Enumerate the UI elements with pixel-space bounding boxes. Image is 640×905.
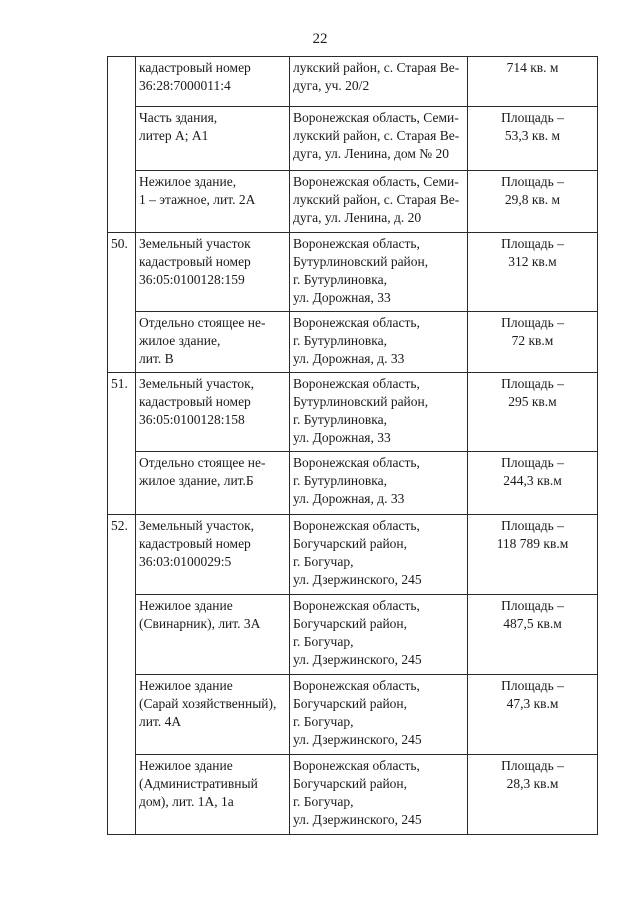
object-area: Площадь – 244,3 кв.м bbox=[468, 452, 598, 515]
table-row bbox=[108, 373, 598, 452]
table-row bbox=[108, 515, 598, 595]
object-address: Воронежская область, Семи- лукский район, с. Старая Ве- дуга, ул. Ленина, д. 20 bbox=[290, 171, 468, 233]
table-row bbox=[108, 171, 598, 233]
object-name: Часть здания, литер А; А1 bbox=[136, 107, 290, 171]
object-area: Площадь – 487,5 кв.м bbox=[468, 595, 598, 675]
table-row bbox=[108, 755, 598, 835]
object-area: 714 кв. м bbox=[468, 57, 598, 107]
item-number bbox=[108, 57, 136, 233]
object-name: Нежилое здание (Свинарник), лит. 3А bbox=[136, 595, 290, 675]
object-address: Воронежская область, Богучарский район, г. Богучар, ул. Дзержинского, 245 bbox=[290, 755, 468, 835]
object-address: Воронежская область, Богучарский район, г. Богучар, ул. Дзержинского, 245 bbox=[290, 595, 468, 675]
object-address: Воронежская область, г. Бутурлиновка, ул. Дорожная, д. 33 bbox=[290, 452, 468, 515]
object-area: Площадь – 53,3 кв. м bbox=[468, 107, 598, 171]
object-address: Воронежская область, Семи- лукский район, с. Старая Ве- дуга, ул. Ленина, дом № 20 bbox=[290, 107, 468, 171]
object-name: Нежилое здание (Административный дом), лит. 1А, 1а bbox=[136, 755, 290, 835]
object-name: Земельный участок, кадастровый номер 36:05:0100128:158 bbox=[136, 373, 290, 452]
object-area: Площадь – 295 кв.м bbox=[468, 373, 598, 452]
table-row bbox=[108, 233, 598, 312]
page-number: 22 bbox=[312, 31, 328, 47]
object-name: Отдельно стоящее не- жилое здание, лит. В bbox=[136, 312, 290, 373]
object-area: Площадь – 47,3 кв.м bbox=[468, 675, 598, 755]
item-number: 50. bbox=[108, 233, 136, 373]
object-name: кадастровый номер 36:28:7000011:4 bbox=[136, 57, 290, 107]
object-area: Площадь – 28,3 кв.м bbox=[468, 755, 598, 835]
table-row bbox=[108, 452, 598, 515]
object-address: лукский район, с. Старая Ве- дуга, уч. 20/2 bbox=[290, 57, 468, 107]
object-name: Земельный участок, кадастровый номер 36:03:0100029:5 bbox=[136, 515, 290, 595]
object-name: Земельный участок кадастровый номер 36:05:0100128:159 bbox=[136, 233, 290, 312]
item-number: 52. bbox=[108, 515, 136, 835]
object-name: Нежилое здание, 1 – этажное, лит. 2А bbox=[136, 171, 290, 233]
object-area: Площадь – 312 кв.м bbox=[468, 233, 598, 312]
object-area: Площадь – 72 кв.м bbox=[468, 312, 598, 373]
table-row bbox=[108, 57, 598, 107]
object-address: Воронежская область, Бутурлиновский район, г. Бутурлиновка, ул. Дорожная, 33 bbox=[290, 233, 468, 312]
table-row bbox=[108, 595, 598, 675]
object-name: Отдельно стоящее не- жилое здание, лит.Б bbox=[136, 452, 290, 515]
item-number: 51. bbox=[108, 373, 136, 515]
object-address: Воронежская область, Богучарский район, г. Богучар, ул. Дзержинского, 245 bbox=[290, 515, 468, 595]
object-area: Площадь – 29,8 кв. м bbox=[468, 171, 598, 233]
object-address: Воронежская область, Богучарский район, г. Богучар, ул. Дзержинского, 245 bbox=[290, 675, 468, 755]
table-row bbox=[108, 675, 598, 755]
table-row bbox=[108, 107, 598, 171]
object-name: Нежилое здание (Сарай хозяйственный), лит. 4А bbox=[136, 675, 290, 755]
property-table bbox=[107, 56, 598, 835]
object-address: Воронежская область, Бутурлиновский район, г. Бутурлиновка, ул. Дорожная, 33 bbox=[290, 373, 468, 452]
object-area: Площадь – 118 789 кв.м bbox=[468, 515, 598, 595]
table-row bbox=[108, 312, 598, 373]
object-address: Воронежская область, г. Бутурлиновка, ул. Дорожная, д. 33 bbox=[290, 312, 468, 373]
